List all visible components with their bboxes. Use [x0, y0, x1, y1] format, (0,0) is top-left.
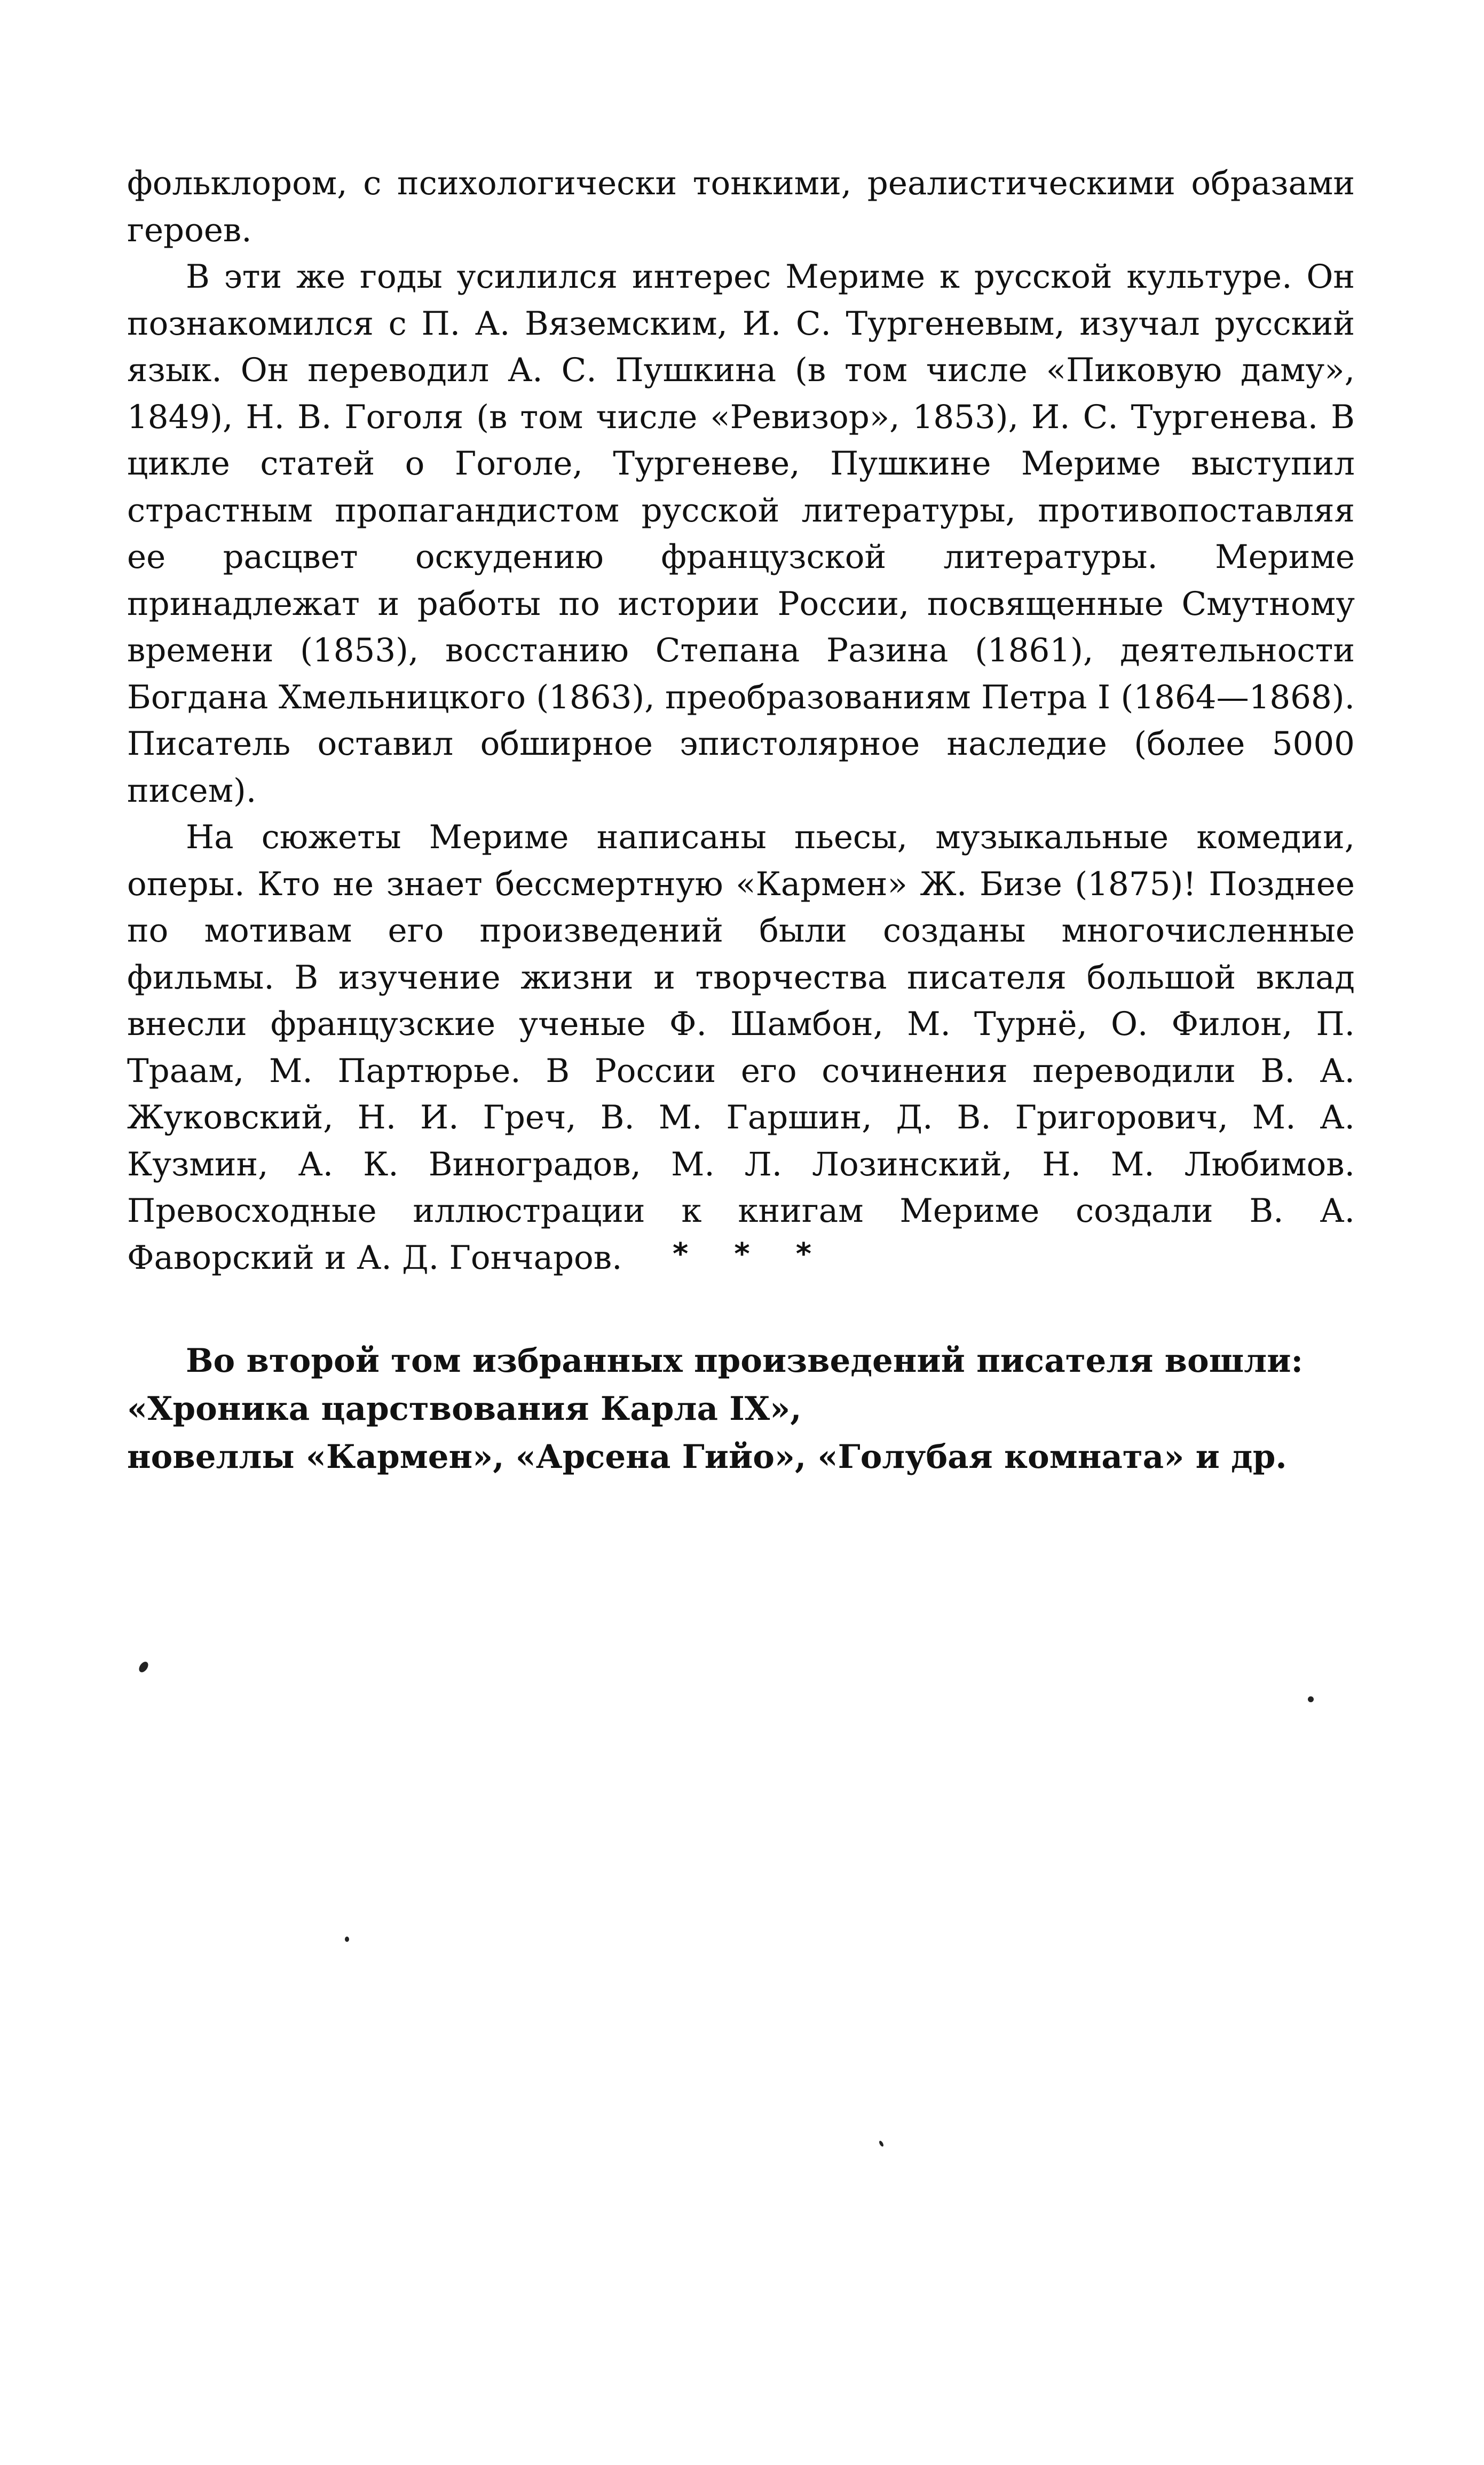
scan-speck: [137, 1660, 150, 1674]
scan-speck: [345, 1937, 349, 1942]
paragraph-russian-culture: В эти же годы усилился интерес Мериме к русской культуре. Он познакомился с П. А. Вяземским, И. С. Тургеневым, изучал русский язык. Он переводил А. С. Пушкина (в том числе «Пиковую даму», 1849), Н. В. Гоголя (в том числе «Ревизор», 1853), И. С. Тургенева. В цикле статей о Гоголе, Тургеневе, Пушкине Мериме выступил страстным пропагандистом русской литературы, противопоставляя ее расцвет оскудению французской литературы. Мериме принадлежат и работы по истории России, посвященные Смутному времени (1853), восстанию Степана Разина (1861), деятельности Богдана Хмельницкого (1863), преобразованиям Петра I (1864—1868). Писатель оставил обширное эпистолярное наследие (более 5000 писем).: [127, 258, 1355, 810]
separator-star-2: *: [734, 1237, 750, 1271]
contents-intro: Во второй том избранных произведений писателя вошли:: [186, 1342, 1304, 1380]
section-separator: [673, 1233, 811, 1276]
contents-line-novellas: новеллы «Кармен», «Арсена Гийо», «Голубая комната» и др.: [127, 1438, 1287, 1476]
body-text: [127, 160, 1355, 1281]
separator-star-1: *: [673, 1237, 689, 1271]
contents-line-chronicle: «Хроника царствования Карла IX»,: [127, 1390, 802, 1428]
paragraph-continuation: фольклором, с психологически тонкими, реалистическими образами героев.: [127, 164, 1355, 249]
separator-star-3: *: [795, 1237, 811, 1271]
scan-speck: [878, 2140, 884, 2147]
volume-contents: [127, 1337, 1355, 1481]
scan-speck: [1308, 1696, 1314, 1702]
paragraph-adaptations: На сюжеты Мериме написаны пьесы, музыкальные комедии, оперы. Кто не знает бессмертную «Кармен» Ж. Бизе (1875)! Позднее по мотивам его произведений были созданы многочисленные фильмы. В изучение жизни и творчества писателя большой вклад внесли французские ученые Ф. Шамбон, М. Турнё, О. Филон, П. Траам, М. Партюрье. В России его сочинения переводили В. А. Жуковский, Н. И. Греч, В. М. Гаршин, Д. В. Григорович, М. А. Кузмин, А. К. Виноградов, М. Л. Лозинский, Н. М. Любимов. Превосходные иллюстрации к книгам Мериме создали В. А. Фаворский и А. Д. Гончаров.: [127, 818, 1355, 1277]
